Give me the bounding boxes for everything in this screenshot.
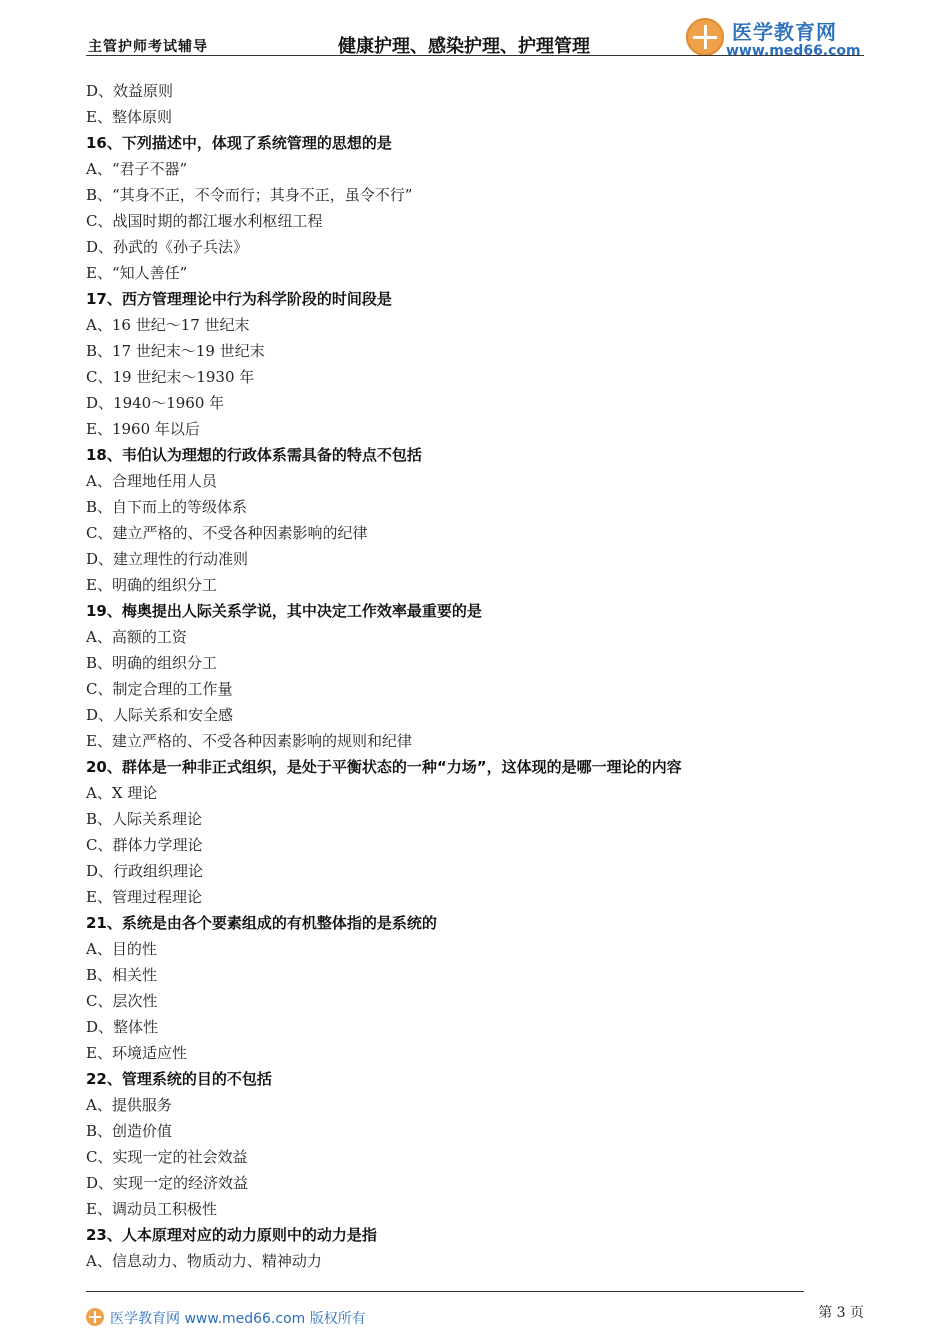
answer-option: D、效益原则 [86, 82, 174, 100]
answer-option: A、X 理论 [86, 784, 158, 802]
answer-option: B、创造价值 [86, 1122, 173, 1140]
footer-copyright[interactable]: 医学教育网 www.med66.com 版权所有 [110, 1311, 366, 1327]
answer-option: A、目的性 [86, 940, 157, 958]
answer-option: D、建立理性的行动准则 [86, 550, 249, 568]
answer-option: C、层次性 [86, 992, 158, 1010]
answer-option: D、实现一定的经济效益 [86, 1174, 249, 1192]
answer-option: E、调动员工积极性 [86, 1200, 217, 1218]
question-stem: 18、韦伯认为理想的行政体系需具备的特点不包括 [86, 446, 422, 464]
page-header [86, 14, 864, 59]
answer-option: B、相关性 [86, 966, 158, 984]
answer-option: A、合理地任用人员 [86, 472, 217, 490]
footer-divider [86, 1291, 804, 1292]
answer-option: B、“其身不正，不令而行；其身不正，虽令不行” [86, 186, 413, 204]
answer-option: E、整体原则 [86, 108, 172, 126]
question-stem: 19、梅奥提出人际关系学说，其中决定工作效率最重要的是 [86, 602, 482, 620]
answer-option: D、1940～1960 年 [86, 394, 225, 412]
answer-option: B、明确的组织分工 [86, 654, 218, 672]
answer-option: B、自下而上的等级体系 [86, 498, 248, 516]
answer-option: E、建立严格的、不受各种因素影响的规则和纪律 [86, 732, 412, 750]
question-list [86, 78, 866, 1274]
answer-option: D、孙武的《孙子兵法》 [86, 238, 249, 256]
answer-option: D、人际关系和安全感 [86, 706, 234, 724]
answer-option: D、行政组织理论 [86, 862, 204, 880]
page-number: 第 3 页 [818, 1305, 864, 1321]
logo-name: 医学教育网 [732, 20, 837, 44]
answer-option: C、实现一定的社会效益 [86, 1148, 248, 1166]
footer-logo-icon [86, 1308, 104, 1326]
question-stem: 23、人本原理对应的动力原则中的动力是指 [86, 1226, 377, 1244]
question-stem: 17、西方管理理论中行为科学阶段的时间段是 [86, 290, 392, 308]
answer-option: E、1960 年以后 [86, 420, 200, 438]
header-subject-title: 健康护理、感染护理、护理管理 [338, 36, 590, 57]
answer-option: A、高额的工资 [86, 628, 187, 646]
answer-option: A、16 世纪～17 世纪末 [86, 316, 250, 334]
answer-option: C、群体力学理论 [86, 836, 203, 854]
answer-option: C、19 世纪末～1930 年 [86, 368, 255, 386]
answer-option: C、制定合理的工作量 [86, 680, 233, 698]
answer-option: B、17 世纪末～19 世纪末 [86, 342, 265, 360]
answer-option: B、人际关系理论 [86, 810, 203, 828]
answer-option: A、“君子不器” [86, 160, 188, 178]
question-stem: 22、管理系统的目的不包括 [86, 1070, 272, 1088]
logo-cross-icon [686, 18, 724, 56]
answer-option: C、战国时期的都江堰水利枢纽工程 [86, 212, 323, 230]
question-stem: 21、系统是由各个要素组成的有机整体指的是系统的 [86, 914, 437, 932]
header-course-title: 主管护师考试辅导 [88, 39, 208, 55]
answer-option: C、建立严格的、不受各种因素影响的纪律 [86, 524, 368, 542]
question-stem: 16、下列描述中，体现了系统管理的思想的是 [86, 134, 392, 152]
answer-option: E、“知人善任” [86, 264, 188, 282]
answer-option: E、管理过程理论 [86, 888, 202, 906]
answer-option: E、明确的组织分工 [86, 576, 217, 594]
question-stem: 20、群体是一种非正式组织，是处于平衡状态的一种“力场”，这体现的是哪一理论的内容 [86, 758, 682, 776]
answer-option: A、提供服务 [86, 1096, 172, 1114]
answer-option: D、整体性 [86, 1018, 159, 1036]
logo-url: www.med66.com [726, 43, 861, 59]
answer-option: E、环境适应性 [86, 1044, 187, 1062]
answer-option: A、信息动力、物质动力、精神动力 [86, 1252, 322, 1270]
header-divider [86, 55, 864, 56]
